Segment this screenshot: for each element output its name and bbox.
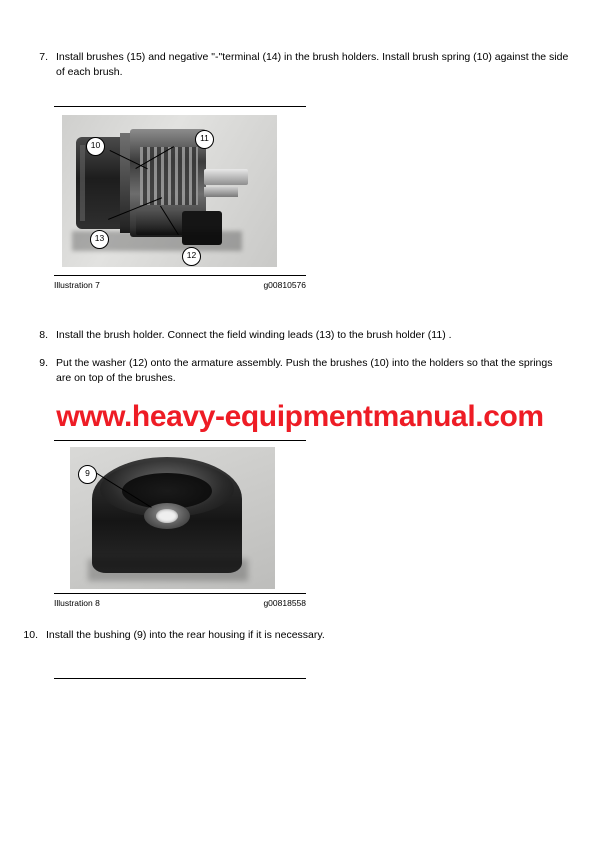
figure-caption — [54, 276, 306, 290]
callout-13: 13 — [90, 230, 109, 249]
step-item — [30, 356, 570, 386]
callout-9: 9 — [78, 465, 97, 484]
step-text: Put the washer (12) onto the armature assembly. Push the brushes (10) into the holders so that the springs are on top of the brushes. — [56, 357, 553, 384]
step-text: Install the bushing (9) into the rear housing if it is necessary. — [46, 629, 325, 641]
step-item — [30, 328, 570, 343]
step-number: 9. — [39, 357, 48, 369]
callout-10: 10 — [86, 137, 105, 156]
step-number: 7. — [39, 51, 48, 63]
figure-caption-code: g00810576 — [263, 280, 306, 290]
step-number: 8. — [39, 329, 48, 341]
figure-illustration-7 — [54, 106, 306, 290]
step-item — [20, 628, 570, 643]
figure-image-rear-housing — [54, 441, 306, 593]
callout-12: 12 — [182, 247, 201, 266]
step-number: 10. — [23, 629, 38, 641]
watermark: www.heavy-equipmentmanual.com — [56, 400, 544, 433]
figure-image-starter-motor — [54, 107, 306, 275]
figure-caption — [54, 594, 306, 608]
step-text: Install brushes (15) and negative "-"terminal (14) in the brush holders. Install brush spring (10) against the side of each brush. — [56, 51, 569, 78]
step-text: Install the brush holder. Connect the field winding leads (13) to the brush holder (11) . — [56, 329, 452, 341]
section-divider — [54, 678, 306, 679]
callout-11: 11 — [195, 130, 214, 149]
step-item — [30, 50, 570, 80]
figure-caption-label: Illustration 7 — [54, 280, 100, 290]
figure-caption-label: Illustration 8 — [54, 598, 100, 608]
photo-rear-housing — [70, 447, 275, 589]
figure-illustration-8 — [54, 440, 306, 608]
figure-caption-code: g00818558 — [263, 598, 306, 608]
